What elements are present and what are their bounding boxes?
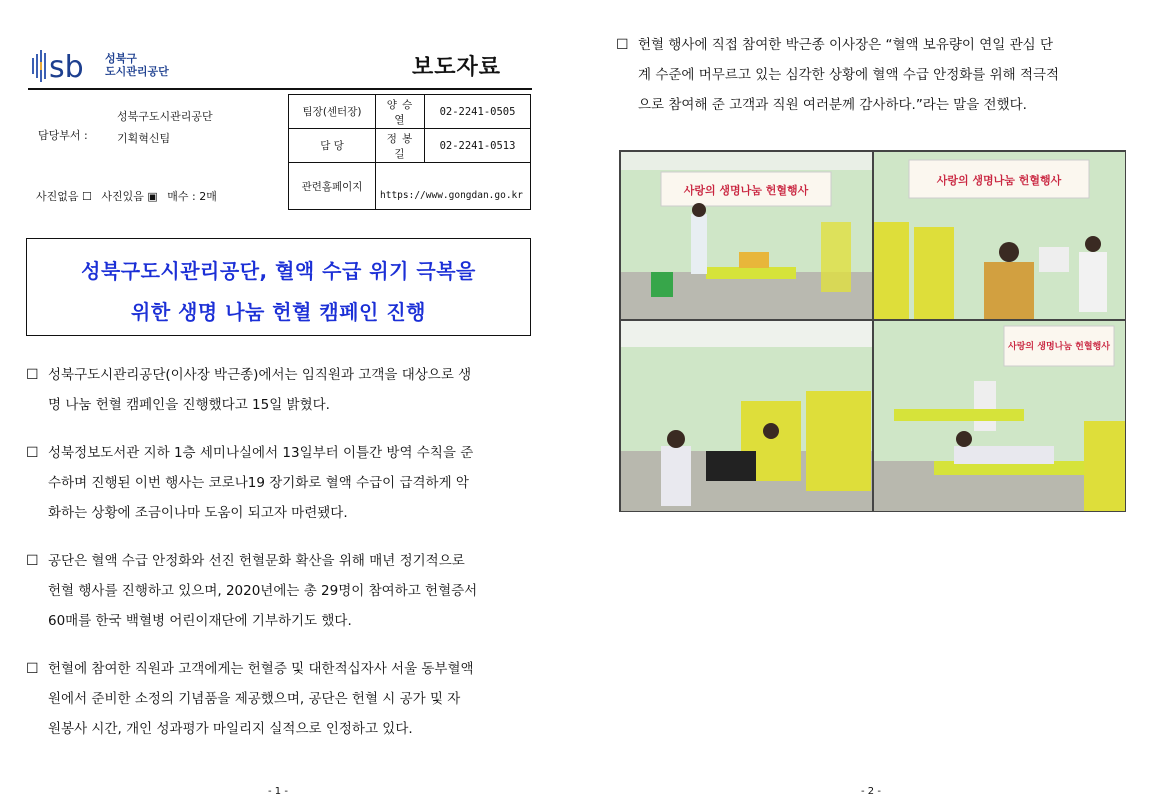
paragraph-5 bbox=[616, 30, 1132, 120]
checkbox-bullet-icon: ☐ bbox=[26, 553, 39, 569]
photo-none: 사진없음 ☐ bbox=[36, 190, 92, 203]
paragraph-line: 으로 참여해 준 고객과 직원 여러분께 감사하다.”라는 말을 전했다. bbox=[638, 97, 1027, 113]
photo-yes: 사진있음 ▣ bbox=[101, 190, 158, 203]
event-banner: 사랑의 생명나눔 헌혈행사 bbox=[936, 174, 1062, 187]
paragraph-line: 원봉사 시간, 개인 성과평가 마일리지 실적으로 인정하고 있다. bbox=[48, 721, 413, 737]
paragraph-3 bbox=[26, 546, 538, 636]
event-banner: 사랑의 생명나눔 헌혈행사 bbox=[683, 184, 809, 197]
paragraph-line: 성북정보도서관 지하 1층 세미나실에서 13일부터 이틀간 방역 수칙을 준 bbox=[48, 445, 474, 461]
page-count: 매수 : 2매 bbox=[167, 190, 217, 203]
checkbox-bullet-icon: ☐ bbox=[616, 37, 629, 53]
contact-role: 팀장(센터장) bbox=[289, 95, 376, 129]
event-banner: 사랑의 생명나눔 헌혈행사 bbox=[1008, 342, 1110, 352]
checkbox-bullet-icon: ☐ bbox=[26, 445, 39, 461]
paragraph-2 bbox=[26, 438, 538, 528]
logo bbox=[30, 44, 180, 88]
paragraph-line: 헌혈 행사를 진행하고 있으며, 2020년에는 총 29명이 참여하고 헌혈증서 bbox=[48, 583, 478, 599]
contact-role: 담 당 bbox=[289, 129, 376, 163]
contact-phone: 02-2241-0505 bbox=[425, 95, 531, 129]
contact-row bbox=[289, 163, 531, 210]
photo-info bbox=[36, 188, 223, 204]
header-rule bbox=[28, 88, 532, 90]
blood-donation-photo-icon bbox=[874, 152, 1125, 319]
paragraph-4 bbox=[26, 654, 538, 744]
event-photo bbox=[874, 152, 1125, 319]
blood-donation-photo-icon bbox=[874, 321, 1125, 511]
page-2 bbox=[577, 0, 1154, 810]
contact-role: 관련홈페이지 bbox=[289, 163, 376, 210]
event-photo bbox=[874, 321, 1125, 511]
contact-row bbox=[289, 95, 531, 129]
logo-line-2: 도시관리공단 bbox=[105, 65, 169, 78]
checkbox-bullet-icon: ☐ bbox=[26, 367, 39, 383]
org-name: 성북구도시관리공단 bbox=[117, 110, 213, 123]
contact-person: 정 봉 길 bbox=[376, 129, 425, 163]
paragraph-line: 60매를 한국 백혈병 어린이재단에 기부하기도 했다. bbox=[48, 613, 352, 629]
paragraph-1 bbox=[26, 360, 538, 420]
dept-name: 기획혁신팀 bbox=[117, 132, 171, 145]
paragraph-line: 수하며 진행된 이번 행사는 코로나19 장기화로 혈액 수급이 급격하게 악 bbox=[48, 475, 469, 491]
headline-box bbox=[26, 238, 531, 336]
headline-line-2: 위한 생명 나눔 헌혈 캠페인 진행 bbox=[131, 300, 426, 324]
checkbox-bullet-icon: ☐ bbox=[26, 661, 39, 677]
contact-row bbox=[289, 129, 531, 163]
contact-table bbox=[288, 94, 531, 210]
event-photo bbox=[621, 321, 872, 511]
event-photo bbox=[621, 152, 872, 319]
logo-line-1: 성북구 bbox=[105, 52, 137, 65]
svg-text:sb: sb bbox=[49, 50, 84, 85]
blood-donation-photo-icon bbox=[621, 321, 872, 511]
contact-person: 양 승 열 bbox=[376, 95, 425, 129]
headline-line-1: 성북구도시관리공단, 혈액 수급 위기 극복을 bbox=[81, 259, 476, 283]
paragraph-line: 명 나눔 헌혈 캠페인을 진행했다고 15일 밝혔다. bbox=[48, 397, 330, 413]
event-photo-grid bbox=[619, 150, 1126, 512]
sb-logo-icon bbox=[30, 44, 102, 88]
paragraph-line: 공단은 혈액 수급 안정화와 선진 헌혈문화 확산을 위해 매년 정기적으로 bbox=[48, 553, 465, 569]
paragraph-line: 헌혈에 참여한 직원과 고객에게는 헌혈증 및 대한적십자사 서울 동부혈액 bbox=[48, 661, 474, 677]
paragraph-line: 화하는 상황에 조금이나마 도움이 되고자 마련됐다. bbox=[48, 505, 348, 521]
paragraph-line: 계 수준에 머무르고 있는 심각한 상황에 혈액 수급 안정화를 위해 적극적 bbox=[638, 67, 1060, 83]
paragraph-line: 헌혈 행사에 직접 참여한 박근종 이사장은 “혈액 보유량이 연일 관심 단 bbox=[638, 37, 1054, 53]
paragraph-line: 원에서 준비한 소정의 기념품을 제공했으며, 공단은 헌혈 시 공가 및 자 bbox=[48, 691, 461, 707]
homepage-link[interactable]: https://www.gongdan.go.kr bbox=[380, 189, 523, 201]
dept-label: 담당부서 : bbox=[38, 129, 88, 142]
page-number: - 1 - bbox=[268, 786, 288, 797]
paragraph-line: 성북구도시관리공단(이사장 박근종)에서는 임직원과 고객을 대상으로 생 bbox=[48, 367, 472, 383]
doc-type-title: 보도자료 bbox=[412, 55, 502, 80]
page-number: - 2 - bbox=[861, 786, 881, 797]
blood-donation-photo-icon bbox=[621, 152, 872, 319]
contact-phone: 02-2241-0513 bbox=[425, 129, 531, 163]
